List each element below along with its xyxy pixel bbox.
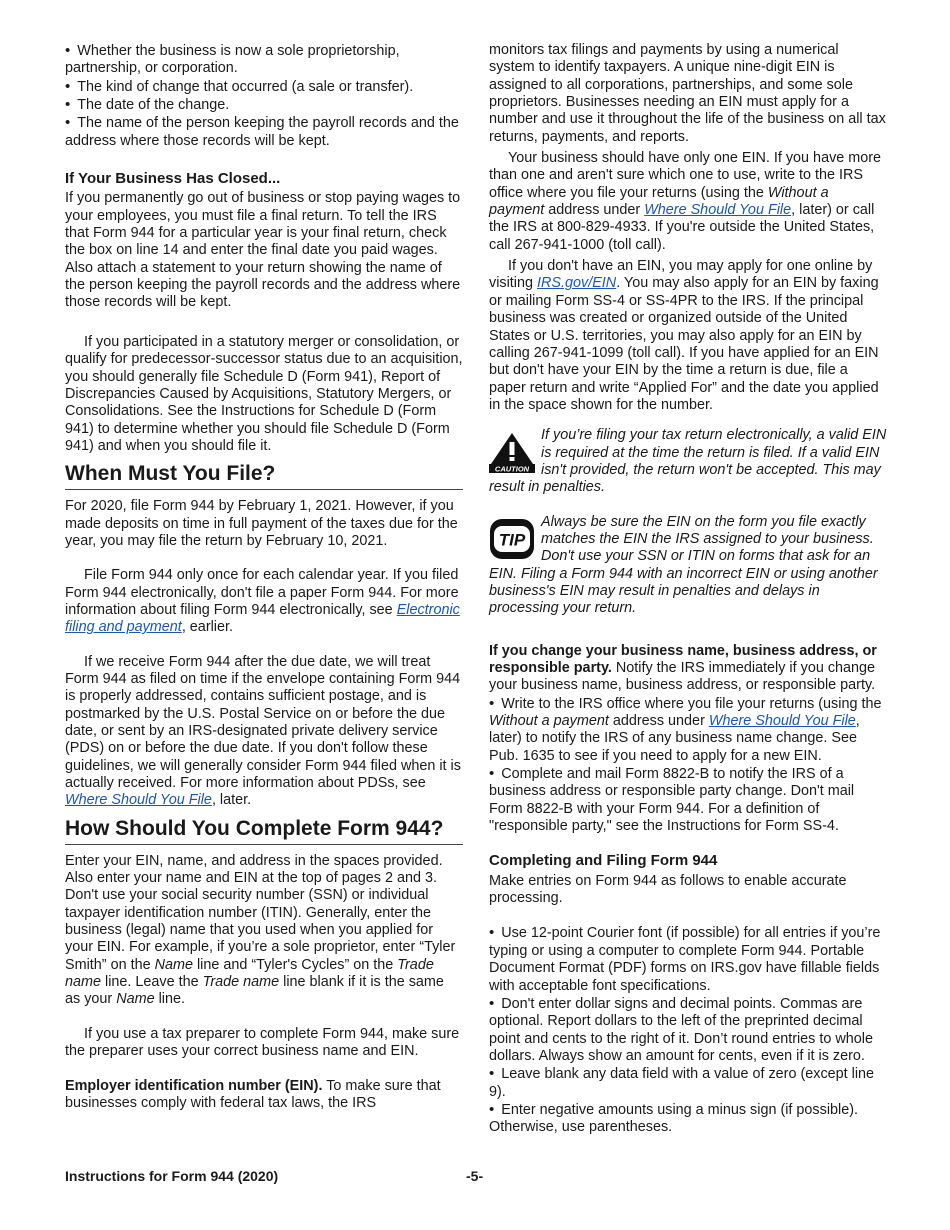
where-should-you-file-link[interactable]: Where Should You File — [644, 202, 792, 219]
irs-gov-ein-link[interactable]: IRS.gov/EIN — [537, 275, 617, 292]
paragraph: If you change your business name, business address, or responsible party. Notify the IRS immediately if you change your business name, business address, or responsible party. — [489, 642, 877, 694]
electronic-filing-link[interactable]: Electronic filing and payment — [65, 601, 460, 636]
list-item: • The date of the change. — [65, 96, 463, 114]
list-item: • Use 12-point Courier font (if possible) for all entries if you’re typing or using a computer to complete Form 944. Portable Document Format (PDF) forms on IRS.gov have fillable fields with acceptable font specifications. — [489, 924, 887, 994]
paragraph: Enter your EIN, name, and address in the spaces provided. Also enter your name and EIN at the top of pages 2 and 3. Don't use your social security number (SSN) or individual taxpayer identification number (ITIN). Generally, enter the business (legal) name that you used when you applied for your EIN. For example, if you’re a sole proprietor, enter “Tyler Smith” on the Name line and “Tyler's Cycles” on the Trade name line. Leave the Trade name line blank if it is the same as your Name line. — [65, 852, 456, 1008]
paragraph: If you participated in a statutory merger or consolidation, or qualify for predecessor-successor status due to an acquisition, you should generally file Schedule D (Form 941), Report of Discrepancies Caused by Acquisitions, Statutory Mergers, or Consolidations. See the Instructions for Schedule D (Form 941) to determine whether you should file Schedule D (Form 941) and when you should file it. — [65, 333, 463, 454]
paragraph: Employer identification number (EIN). To make sure that businesses comply with federal tax laws, the IRS — [65, 1077, 441, 1111]
paragraph: For 2020, file Form 944 by February 1, 2021. However, if you made deposits on time in full payment of the taxes due for the year, you may file the return by February 10, 2021. — [65, 498, 458, 549]
svg-text:CAUTION: CAUTION — [494, 464, 530, 474]
footer-title: Instructions for Form 944 (2020) — [65, 1168, 279, 1184]
caution-text: If you’re filing your tax return electronically, a valid EIN is required at the time the return is filed. If a valid EIN isn't provided, the return won't be accepted. This may result in penalties. — [489, 427, 887, 496]
paragraph: File Form 944 only once for each calendar year. If you filed Form 944 electronically, don't file a paper Form 944. For more information about filing Form 944 electronically, see Electronic filing and payment, earlier. — [65, 567, 460, 636]
list-item: • Complete and mail Form 8822-B to notify the IRS of a business address or responsible party change. Don't mail Form 8822-B with your Form 944. For a definition of "responsible party," see the Instructions for Form SS-4. — [489, 765, 887, 835]
tip-note — [489, 514, 887, 618]
right-column — [489, 42, 887, 1137]
paragraph: Your business should have only one EIN. If you have more than one and aren't sure which one to use, write to the IRS office where you file your returns (using the Without a payment address under Where Should You File, later) or call the IRS at 800-829-4933. If you're outside the United States, call 267-941-1000 (toll call). — [489, 150, 882, 253]
svg-text:TIP: TIP — [498, 530, 526, 550]
tip-icon — [489, 518, 535, 560]
tip-text: Always be sure the EIN on the form you file exactly matches the EIN the IRS assigned to your business. Don't use your SSN or ITIN on forms that ask for an EIN. Filing a Form 944 with an incorrect EIN or using another business's EIN may result in penalties and delays in processing your return. — [489, 513, 878, 617]
caution-icon — [489, 431, 535, 473]
section-heading-business-closed: If Your Business Has Closed... — [65, 170, 281, 188]
left-column — [65, 42, 463, 1112]
paragraph: If you don't have an EIN, you may apply for one online by visiting IRS.gov/EIN. You may also apply for an EIN by faxing or mailing Form SS-4 or SS-4PR to the IRS. If the principal business was created or organized outside of the United States or U.S. territories, you may also apply for an EIN by calling 267-941-1099 (toll call). If you have applied for an EIN but don't have your EIN by the time a return is due, file a paper return and write “Applied For” and the date you applied in the space shown for the number. — [489, 258, 879, 413]
list-item: • Leave blank any data field with a value of zero (except line 9). — [489, 1065, 887, 1101]
paragraph: If we receive Form 944 after the due date, we will treat Form 944 as filed on time if the envelope containing Form 944 is properly addressed, contains sufficient postage, and is postmarked by the U.S. Postal Service on or before the due date, or sent by an IRS-designated private delivery service (PDS) on or before the due date. If you don't follow these guidelines, we will generally consider Form 944 filed when it is actually received. For more information about PDSs, see Where Should You File, later. — [65, 653, 461, 809]
list-item: • The name of the person keeping the payroll records and the address where those records will be kept. — [65, 114, 463, 150]
list-item: • Enter negative amounts using a minus sign (if possible). Otherwise, use parentheses. — [489, 1101, 887, 1137]
section-heading-completing-filing: Completing and Filing Form 944 — [489, 852, 718, 870]
list-item: • Write to the IRS office where you file your returns (using the Without a payment address under Where Should You File, later) to notify the IRS of any business name change. See Pub. 1635 to see if you need to apply for a new EIN. — [489, 695, 887, 765]
list-item: • Don't enter dollar signs and decimal points. Commas are optional. Report dollars to the left of the preprinted decimal point and cents to the right of it. Don’t round entries to whole dollars. Always show an amount for cents, even if it is zero. — [489, 995, 887, 1065]
list-item: • Whether the business is now a sole proprietorship, partnership, or corporation. — [65, 42, 463, 78]
where-should-you-file-link[interactable]: Where Should You File — [708, 713, 856, 730]
section-heading-how-complete: How Should You Complete Form 944? — [65, 816, 463, 845]
page-number: -5- — [466, 1168, 484, 1184]
paragraph: If you use a tax preparer to complete Form 944, make sure the preparer uses your correct business name and EIN. — [65, 1025, 460, 1060]
paragraph: monitors tax filings and payments by using a numerical system to identify taxpayers. A unique nine-digit EIN is assigned to all corporations, partnerships, and some sole proprietors. Businesses needing an EIN must apply for a number and use it throughout the life of the business on all tax returns, payments, and reports. — [489, 42, 886, 145]
paragraph: Make entries on Form 944 as follows to enable accurate processing. — [489, 872, 847, 907]
list-item: • The kind of change that occurred (a sale or transfer). — [65, 78, 463, 96]
where-should-you-file-link[interactable]: Where Should You File — [65, 792, 212, 809]
section-heading-when-must-you-file: When Must You File? — [65, 461, 463, 490]
caution-note — [489, 427, 887, 496]
paragraph: If you permanently go out of business or stop paying wages to your employees, you must file a final return. To tell the IRS that Form 944 for a particular year is your final return, check the box on line 14 and enter the final date you paid wages. Also attach a statement to your return showing the name of the person keeping the payroll records and the address where those records will be kept. — [65, 190, 461, 311]
